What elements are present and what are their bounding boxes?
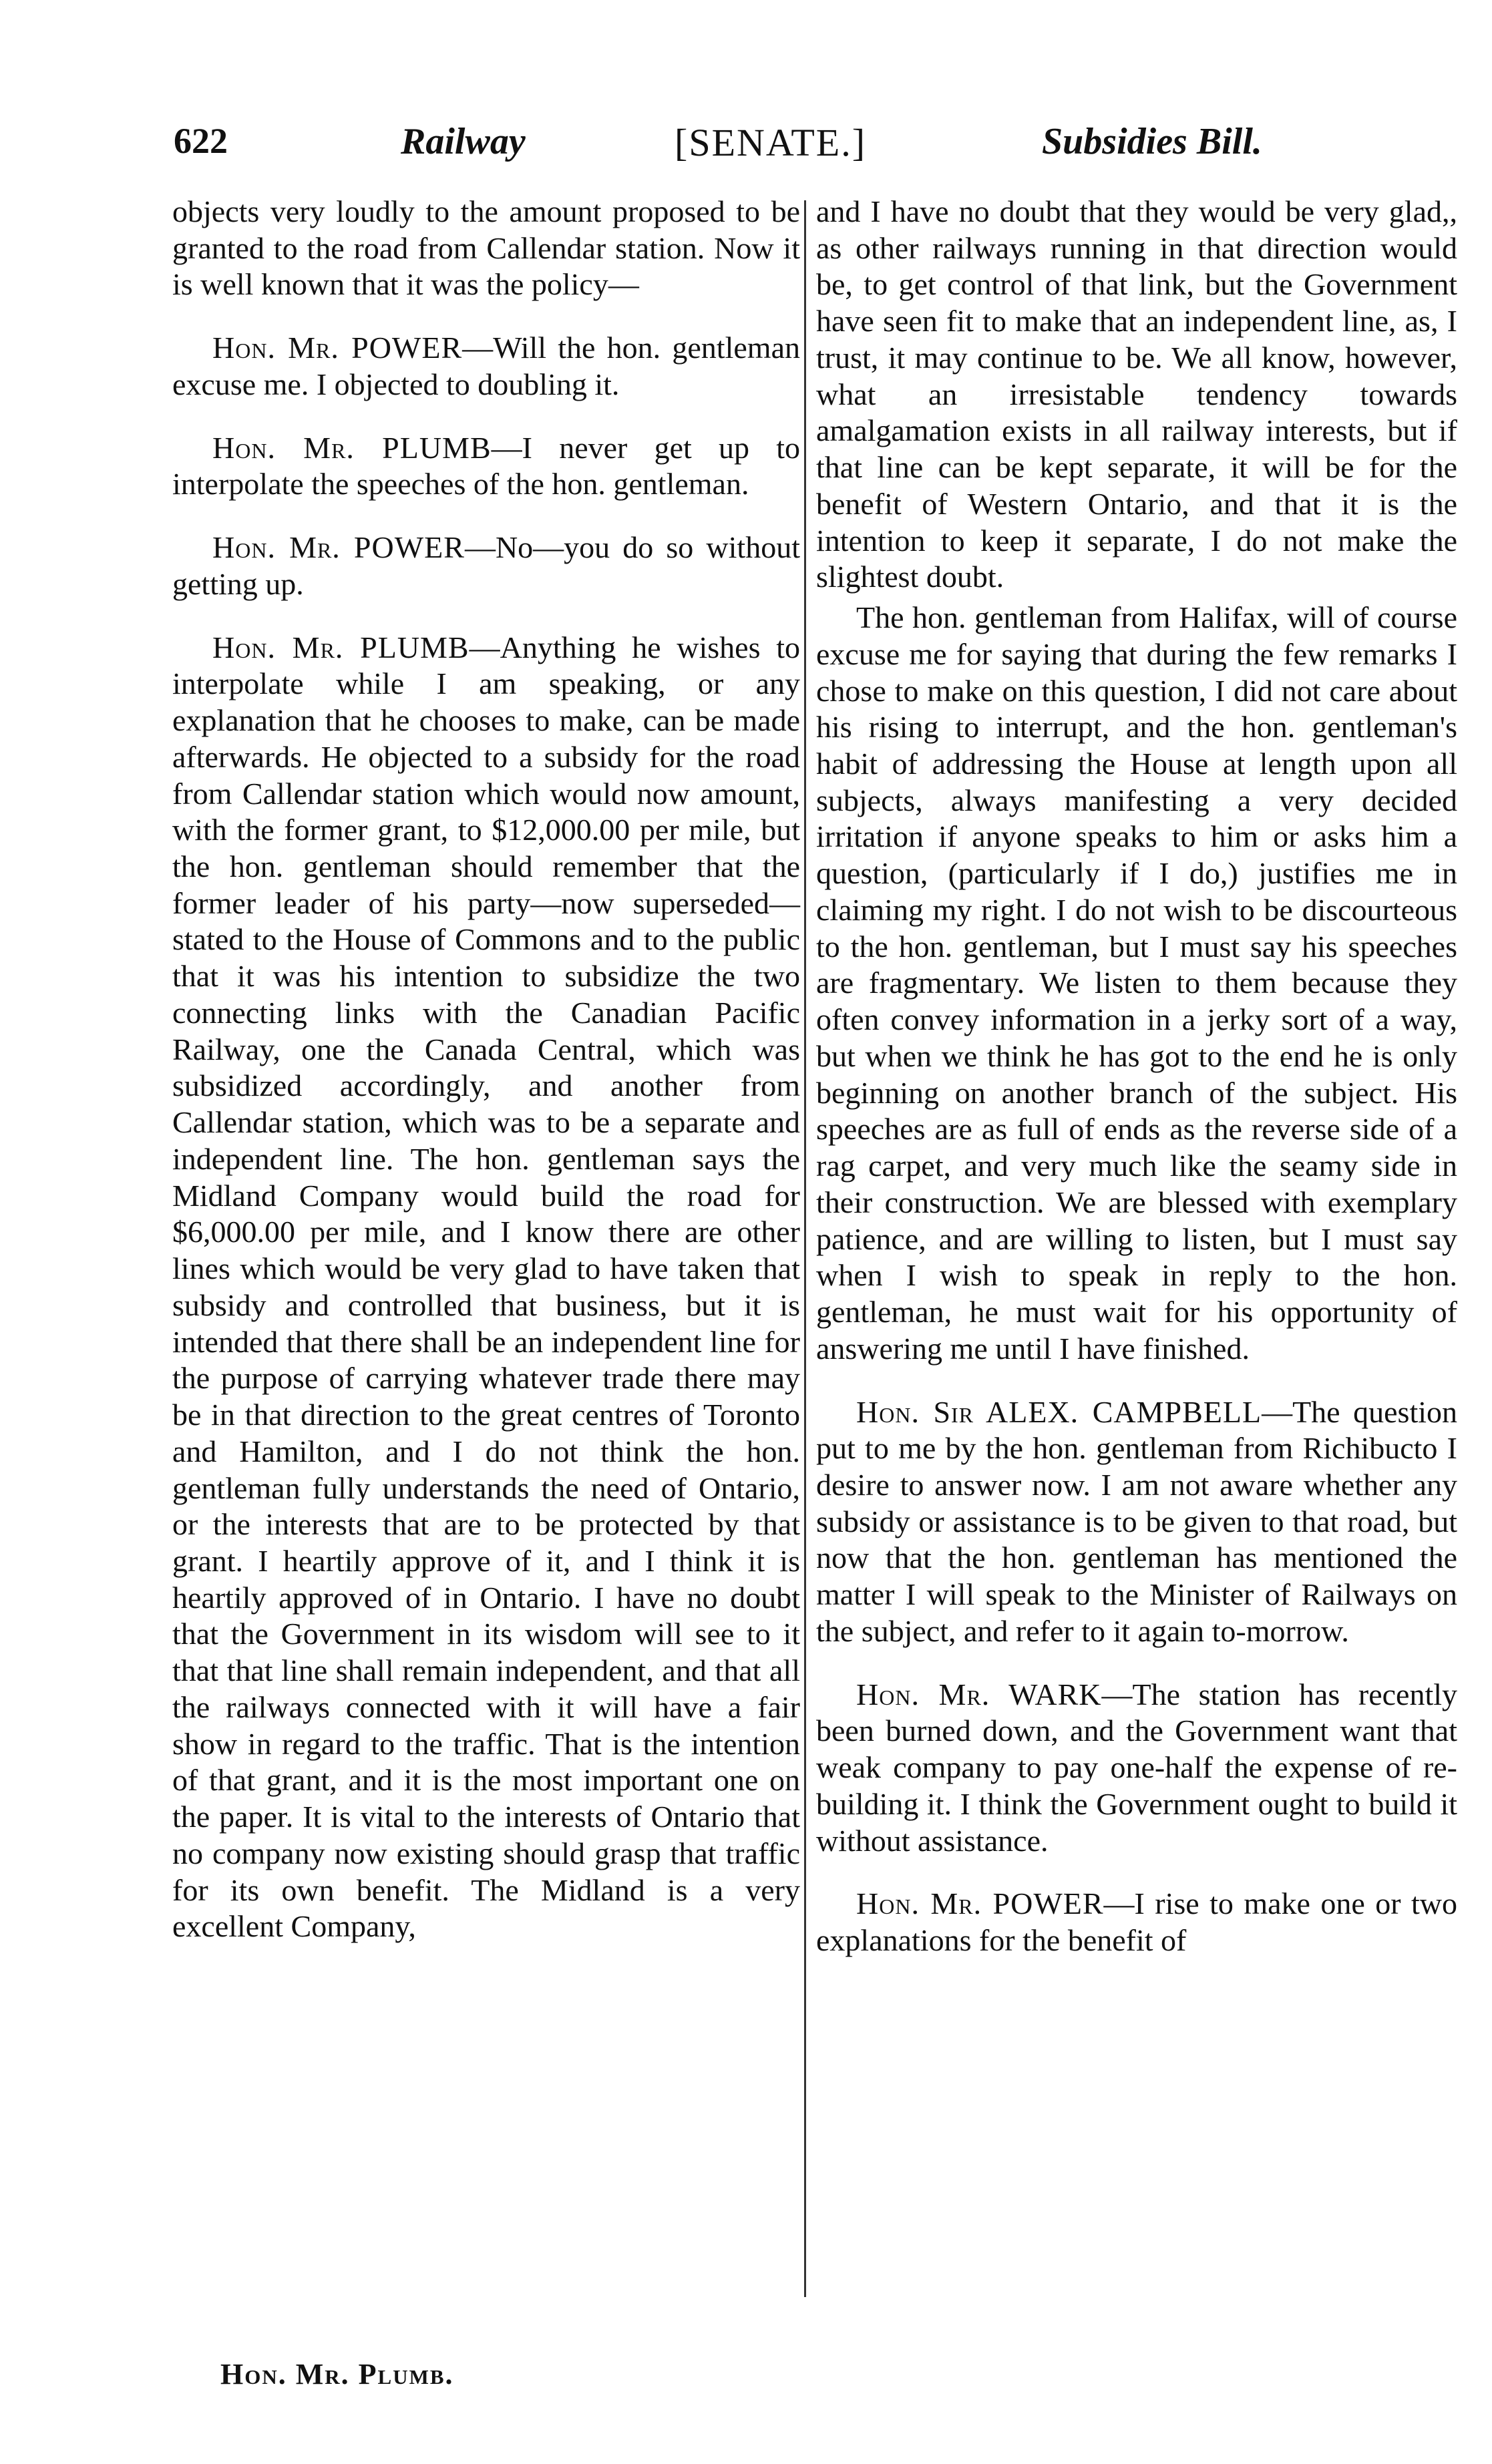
running-head-center: [SENATE.]	[675, 121, 867, 164]
speaker-name: Hon. Mr. POWER	[212, 331, 463, 365]
running-head-left: Railway	[401, 121, 526, 162]
paragraph-text: The hon. gentleman from Halifax, will of course excuse me for saying that during the few remarks I chose to make on this question, I did not care about his rising to interrupt, and the hon. gentleman's habit of addressing the House at length upon all subjects, always manifesting a very decided irritation if anyone speaks to him or asks him a question, (particularly if I do,) justifies me in claiming my right. I do not wish to be discourteous to the hon. gentleman, but I must say his speeches are fragmentary. We listen to them because they often convey information in a jerky sort of a way, but when we think he has got to the end he is only beginning on another branch of the subject. His speeches are as full of ends as the reverse side of a rag carpet, and very much like the seamy side in their construction. We are blessed with exemplary patience, and are willing to listen, but I must say when I wish to speak in reply to the hon. gentleman, he must wait for his opportunity of answering me until I have finished.	[816, 600, 1457, 1366]
paragraph-text: —Will the hon. gentleman excuse me. I objected to doubling it.	[172, 331, 800, 401]
paragraph	[172, 530, 800, 602]
paragraph-text: —The station has recently been burned down, and the Government want that weak company to pay one-half the expense of re-building it. I think the Government ought to build it without assistance.	[816, 1677, 1458, 1858]
right-column	[816, 194, 1457, 1986]
paragraph	[172, 194, 800, 303]
speaker-name: Hon. Mr. POWER	[856, 1886, 1104, 1921]
paragraph	[172, 330, 800, 403]
page-footer: Hon. Mr. Plumb.	[220, 2358, 454, 2391]
paragraph-text: and I have no doubt that they would be very glad,, as other railways running in that direction would be, to get control of that link, but the Government have seen fit to make that an independent line, as, I trust, it may continue to be. We all know, however, what an irresistable tendency towards amalgamation exists in all railway interests, but if that line can be kept separate, it will be for the benefit of Western Ontario, and that it is the intention to keep it separate, I do not make the slightest doubt.	[816, 194, 1457, 594]
paragraph-text: objects very loudly to the amount proposed to be granted to the road from Callendar station. Now it is well known that it was the policy—	[172, 194, 800, 302]
paragraph	[816, 600, 1457, 1367]
paragraph-text: —I never get up to interpolate the speeches of the hon. gentleman.	[172, 430, 801, 501]
paragraph-text: —No—you do so without getting up.	[172, 530, 800, 601]
paragraph-text: —The question put to me by the hon. gentleman from Richibucto I desire to answer now. I am not aware whether any subsidy or assistance is to be given to that road, but now that the hon. gentleman has mentioned the matter I will speak to the Minister of Railways on the subject, and refer to it again to-morrow.	[816, 1394, 1457, 1648]
page-number: 622	[174, 121, 228, 161]
paragraph-text: —I rise to make one or two explanations for the benefit of	[816, 1886, 1457, 1958]
paragraph	[816, 1677, 1457, 1860]
speaker-name: Hon. Mr. PLUMB	[212, 430, 492, 465]
paragraph	[816, 194, 1457, 596]
paragraph	[816, 1886, 1457, 1959]
speaker-name: Hon. Mr. PLUMB	[212, 630, 470, 664]
paragraph-text: —Anything he wishes to interpolate while I am speaking, or any explanation that he chooses to make, can be made afterwards. He objected to a subsidy for the road from Callendar station which would now amount, with the former grant, to $12,000.00 per mile, but the hon. gentleman should remember that the former leader of his party—now superseded—stated to the House of Commons and to the public that it was his intention to subsidize the two connecting links with the Canadian Pacific Railway, one the Canada Central, which was subsidized accordingly, and another from Callendar station, which was to be a separate and independent line. The hon. gentleman says the Midland Company would build the road for $6,000.00 per mile, and I know there are other lines which would be very glad to have taken that subsidy and controlled that business, but it is intended that there shall be an independent line for the purpose of carrying whatever trade there may be in that direction to the great centres of Toronto and Hamilton, and I do not think the hon. gentleman fully understands the need of Ontario, or the interests that are to be protected by that grant. I heartily approve of it, and I think it is heartily approved of in Ontario. I have no doubt that the Government in its wisdom will see to it that that line shall remain independent, and that all the railways connected with it will have a fair show in regard to the traffic. That is the intention of that grant, and it is the most important one on the paper. It is vital to the interests of Ontario that no company now existing should grasp that traffic for its own benefit. The Midland is a very excellent Company,	[172, 630, 800, 1944]
running-header	[167, 120, 1316, 180]
column-divider	[804, 200, 806, 2297]
left-column	[172, 194, 800, 1972]
speaker-name: Hon. Mr. POWER	[212, 530, 465, 565]
paragraph	[816, 1394, 1457, 1650]
speaker-name: Hon. Sir ALEX. CAMPBELL	[856, 1394, 1262, 1429]
paragraph	[172, 630, 800, 1945]
speaker-name: Hon. Mr. WARK	[856, 1677, 1102, 1711]
paragraph	[172, 430, 800, 503]
running-head-right: Subsidies Bill.	[1042, 121, 1262, 162]
